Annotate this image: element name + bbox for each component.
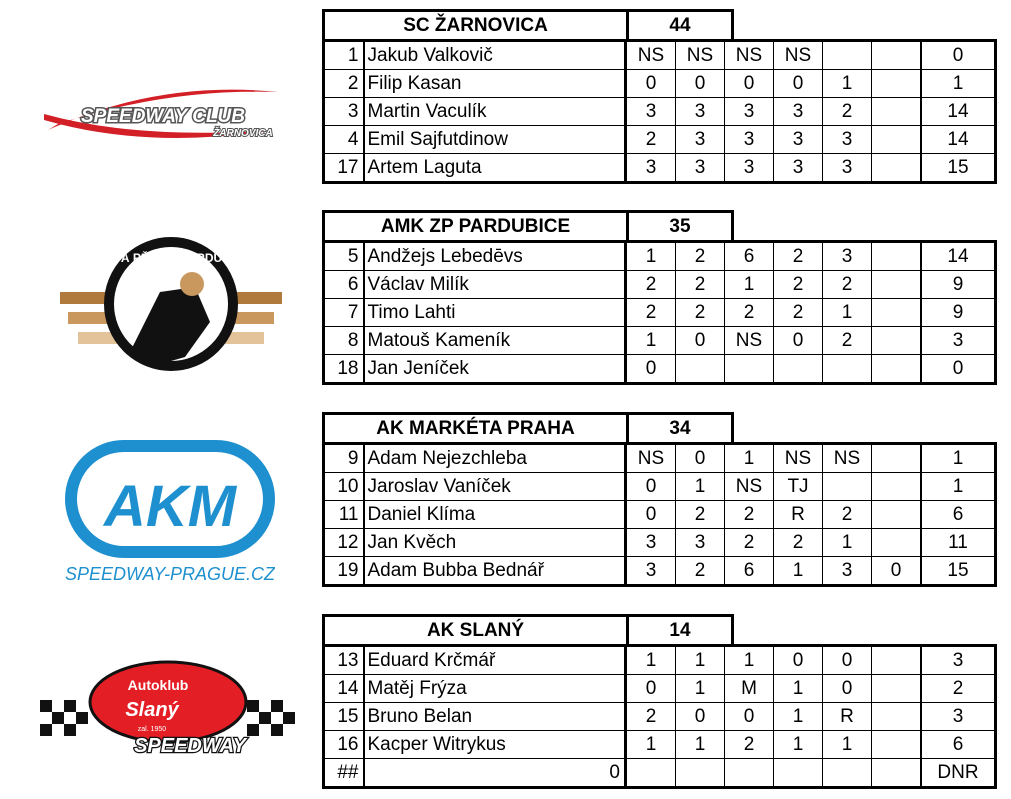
rider-row (324, 703, 996, 731)
heat-score: NS (626, 41, 676, 70)
rider-number: 16 (324, 731, 364, 759)
heat-score (872, 473, 922, 501)
heat-score: 0 (725, 70, 774, 98)
heat-score: 1 (774, 703, 823, 731)
heat-score: 1 (823, 731, 872, 759)
rider-name: Filip Kasan (364, 70, 626, 98)
heat-score: 2 (823, 501, 872, 529)
team-header (322, 210, 997, 240)
heat-score: 0 (626, 675, 676, 703)
rider-row (324, 646, 996, 675)
rider-number: 9 (324, 444, 364, 473)
heat-score: 3 (774, 126, 823, 154)
heat-score (872, 70, 922, 98)
rider-number: 5 (324, 242, 364, 271)
rider-name: Adam Bubba Bednář (364, 557, 626, 586)
rider-row (324, 444, 996, 473)
heat-score: 0 (823, 646, 872, 675)
rider-total: 14 (921, 98, 996, 126)
logo-text: AKM (103, 474, 237, 539)
team-header (322, 9, 997, 39)
heat-score: 3 (725, 154, 774, 183)
heat-score: 1 (725, 271, 774, 299)
extra-row-total: DNR (921, 759, 996, 788)
heat-score: NS (774, 41, 823, 70)
logo-text: Autoklub (127, 677, 189, 693)
heat-score: 2 (823, 271, 872, 299)
heat-score: 2 (725, 501, 774, 529)
rider-row (324, 327, 996, 355)
extra-row (324, 759, 996, 788)
rider-name: Kacper Witrykus (364, 731, 626, 759)
heat-score: 3 (626, 98, 676, 126)
heat-score: 0 (774, 327, 823, 355)
heat-score: NS (626, 444, 676, 473)
heat-score: 3 (626, 557, 676, 586)
rider-row (324, 299, 996, 327)
team-block (322, 210, 997, 385)
heat-score: 1 (626, 731, 676, 759)
team-name: AK MARKÉTA PRAHA (322, 412, 626, 442)
rider-total: 0 (921, 355, 996, 384)
heat-score: 2 (725, 299, 774, 327)
heat-score (725, 759, 774, 788)
heat-score: 1 (774, 557, 823, 586)
team-score: 35 (626, 210, 734, 240)
rider-name: Daniel Klíma (364, 501, 626, 529)
logo-subtext: Slaný (125, 699, 179, 721)
heat-score (872, 529, 922, 557)
heat-score: 2 (676, 299, 725, 327)
rider-row (324, 675, 996, 703)
rider-name: Andžejs Lebedēvs (364, 242, 626, 271)
heat-score: NS (725, 327, 774, 355)
heat-score: 0 (626, 501, 676, 529)
rider-total: 15 (921, 154, 996, 183)
heat-score: 2 (823, 327, 872, 355)
heat-score: 0 (676, 703, 725, 731)
heat-score: 1 (676, 731, 725, 759)
rider-total: 14 (921, 242, 996, 271)
heat-score: 0 (676, 444, 725, 473)
rider-row (324, 154, 996, 183)
heat-score: 0 (626, 70, 676, 98)
heat-score (823, 473, 872, 501)
rider-total: 1 (921, 444, 996, 473)
heat-score: 3 (774, 98, 823, 126)
heat-score: 1 (676, 675, 725, 703)
rider-number: 12 (324, 529, 364, 557)
heat-score: 1 (676, 473, 725, 501)
heat-score: 3 (823, 126, 872, 154)
heat-score (872, 703, 922, 731)
heat-score (872, 41, 922, 70)
heat-score (823, 759, 872, 788)
heat-score: NS (774, 444, 823, 473)
team-score: 14 (626, 614, 734, 644)
heat-score: 1 (823, 529, 872, 557)
rider-table (322, 442, 997, 587)
logo-text: SPEEDWAY CLUB (81, 106, 245, 127)
rider-name: Matouš Kameník (364, 327, 626, 355)
heat-score (823, 41, 872, 70)
heat-score: R (823, 703, 872, 731)
rider-number: 1 (324, 41, 364, 70)
heat-score: 2 (676, 501, 725, 529)
team-header (322, 614, 997, 644)
rider-row (324, 271, 996, 299)
heat-score (872, 355, 922, 384)
heat-score: 3 (823, 154, 872, 183)
rider-total: 6 (921, 731, 996, 759)
team-score: 44 (626, 9, 734, 39)
rider-row (324, 41, 996, 70)
team-block (322, 412, 997, 587)
logo-subtext: SPEEDWAY-PRAGUE.CZ (65, 564, 275, 584)
heat-score (823, 355, 872, 384)
heat-score: 2 (676, 242, 725, 271)
heat-score: 0 (725, 703, 774, 731)
rider-total: 3 (921, 703, 996, 731)
heat-score (774, 759, 823, 788)
rider-total: 6 (921, 501, 996, 529)
heat-score: 0 (626, 355, 676, 384)
logo-speedway: SPEEDWAY (134, 735, 246, 757)
rider-name: Jakub Valkovič (364, 41, 626, 70)
rider-total: 1 (921, 70, 996, 98)
rider-row (324, 557, 996, 586)
heat-score (774, 355, 823, 384)
heat-score: 3 (626, 529, 676, 557)
heat-score: 3 (676, 98, 725, 126)
logo-year: zal. 1950 (137, 726, 167, 733)
logo-text: ZLATÁ PŘILBA PARDUBICE (91, 251, 251, 265)
rider-table (322, 644, 997, 789)
extra-row-number: ## (324, 759, 364, 788)
heat-score: 0 (823, 675, 872, 703)
rider-name: Matěj Frýza (364, 675, 626, 703)
heat-score: 2 (626, 126, 676, 154)
rider-number: 4 (324, 126, 364, 154)
heat-score: 3 (725, 126, 774, 154)
team-logo-zarnovica (38, 80, 288, 150)
rider-name: Artem Laguta (364, 154, 626, 183)
rider-total: 11 (921, 529, 996, 557)
rider-total: 1 (921, 473, 996, 501)
heat-score (872, 444, 922, 473)
heat-score: NS (725, 473, 774, 501)
heat-score: 2 (774, 299, 823, 327)
team-block (322, 9, 997, 184)
heat-score (676, 355, 725, 384)
team-name: AMK ZP PARDUBICE (322, 210, 626, 240)
rider-row (324, 529, 996, 557)
rider-number: 6 (324, 271, 364, 299)
heat-score (872, 271, 922, 299)
heat-score (872, 501, 922, 529)
heat-score (872, 154, 922, 183)
heat-score (872, 759, 922, 788)
rider-number: 13 (324, 646, 364, 675)
rider-row (324, 355, 996, 384)
rider-name: Jan Jeníček (364, 355, 626, 384)
heat-score: 3 (676, 154, 725, 183)
heat-score: 2 (626, 703, 676, 731)
heat-score: 0 (872, 557, 922, 586)
rider-number: 19 (324, 557, 364, 586)
heat-score: 1 (626, 242, 676, 271)
rider-row (324, 731, 996, 759)
heat-score (872, 299, 922, 327)
heat-score: 2 (774, 271, 823, 299)
heat-score: 3 (725, 98, 774, 126)
rider-number: 17 (324, 154, 364, 183)
rider-name: Eduard Krčmář (364, 646, 626, 675)
heat-score: 1 (774, 675, 823, 703)
heat-score: 3 (823, 557, 872, 586)
team-name: SC ŽARNOVICA (322, 9, 626, 39)
team-name: AK SLANÝ (322, 614, 626, 644)
heat-score (872, 126, 922, 154)
heat-score: 1 (676, 646, 725, 675)
heat-score (872, 646, 922, 675)
heat-score (872, 327, 922, 355)
heat-score: 1 (774, 731, 823, 759)
logo-subtext: ŽARNOVICA (213, 128, 273, 139)
team-logo-akm (65, 440, 275, 585)
heat-score (872, 675, 922, 703)
heat-score: 3 (774, 154, 823, 183)
rider-number: 15 (324, 703, 364, 731)
heat-score: 1 (823, 299, 872, 327)
heat-score: 2 (774, 242, 823, 271)
team-score: 34 (626, 412, 734, 442)
team-logo-pardubice (60, 232, 282, 372)
rider-number: 3 (324, 98, 364, 126)
rider-total: 3 (921, 327, 996, 355)
rider-row (324, 473, 996, 501)
heat-score: 3 (626, 154, 676, 183)
team-block (322, 614, 997, 789)
rider-total: 3 (921, 646, 996, 675)
rider-name: Bruno Belan (364, 703, 626, 731)
rider-row (324, 126, 996, 154)
heat-score (676, 759, 725, 788)
rider-name: Emil Sajfutdinow (364, 126, 626, 154)
heat-score: NS (676, 41, 725, 70)
rider-number: 8 (324, 327, 364, 355)
heat-score: 2 (626, 271, 676, 299)
extra-row-value: 0 (364, 759, 626, 788)
rider-number: 18 (324, 355, 364, 384)
heat-score: 3 (676, 529, 725, 557)
heat-score: 0 (626, 473, 676, 501)
heat-score: NS (823, 444, 872, 473)
team-logo-slany (40, 660, 295, 760)
rider-name: Jan Kvěch (364, 529, 626, 557)
heat-score: 6 (725, 557, 774, 586)
heat-score: 1 (626, 646, 676, 675)
heat-score: 2 (676, 271, 725, 299)
team-header (322, 412, 997, 442)
heat-score: 1 (626, 327, 676, 355)
rider-total: 0 (921, 41, 996, 70)
heat-score: 0 (774, 70, 823, 98)
rider-total: 14 (921, 126, 996, 154)
rider-total: 15 (921, 557, 996, 586)
heat-score: 1 (823, 70, 872, 98)
heat-score: M (725, 675, 774, 703)
rider-number: 11 (324, 501, 364, 529)
rider-name: Adam Nejezchleba (364, 444, 626, 473)
rider-row (324, 70, 996, 98)
rider-total: 2 (921, 675, 996, 703)
rider-number: 14 (324, 675, 364, 703)
heat-score: 3 (823, 242, 872, 271)
heat-score: R (774, 501, 823, 529)
rider-name: Jaroslav Vaníček (364, 473, 626, 501)
heat-score: 2 (823, 98, 872, 126)
rider-row (324, 242, 996, 271)
rider-total: 9 (921, 299, 996, 327)
rider-name: Timo Lahti (364, 299, 626, 327)
heat-score: 0 (676, 70, 725, 98)
heat-score: NS (725, 41, 774, 70)
rider-row (324, 501, 996, 529)
heat-score: 2 (725, 731, 774, 759)
heat-score (725, 355, 774, 384)
heat-score (626, 759, 676, 788)
heat-score (872, 242, 922, 271)
heat-score: 2 (626, 299, 676, 327)
rider-row (324, 98, 996, 126)
rider-number: 2 (324, 70, 364, 98)
heat-score (872, 731, 922, 759)
heat-score: TJ (774, 473, 823, 501)
heat-score: 2 (774, 529, 823, 557)
heat-score: 0 (676, 327, 725, 355)
rider-name: Martin Vaculík (364, 98, 626, 126)
heat-score: 0 (774, 646, 823, 675)
rider-table (322, 39, 997, 184)
rider-table (322, 240, 997, 385)
rider-number: 7 (324, 299, 364, 327)
heat-score: 3 (676, 126, 725, 154)
heat-score (872, 98, 922, 126)
rider-number: 10 (324, 473, 364, 501)
heat-score: 1 (725, 646, 774, 675)
heat-score: 6 (725, 242, 774, 271)
rider-name: Václav Milík (364, 271, 626, 299)
heat-score: 2 (725, 529, 774, 557)
heat-score: 2 (676, 557, 725, 586)
heat-score: 1 (725, 444, 774, 473)
rider-total: 9 (921, 271, 996, 299)
